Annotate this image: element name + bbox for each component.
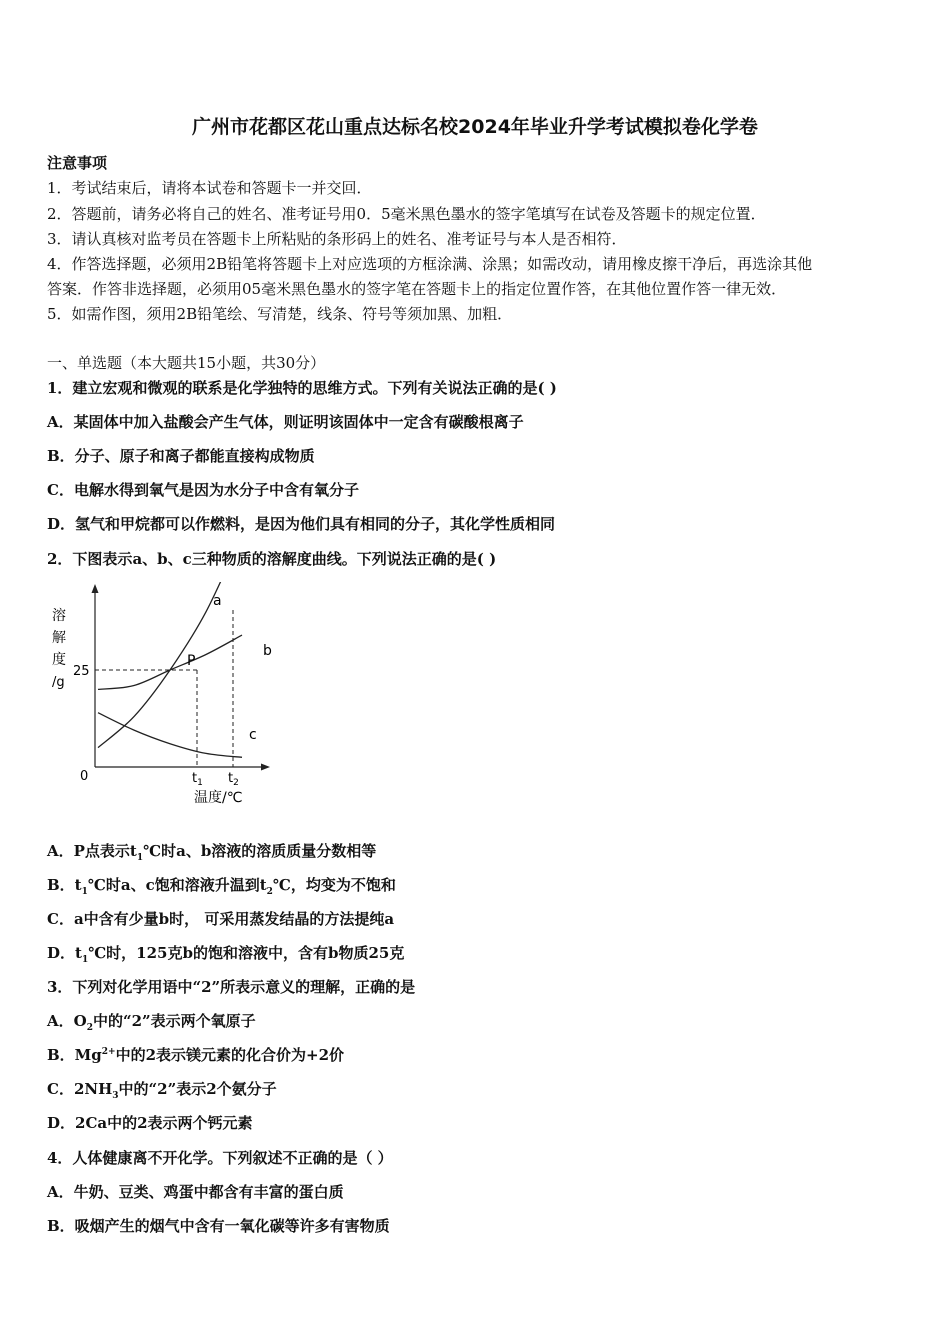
series-b-label: b [263, 643, 272, 659]
y-tick-25: 25 [73, 664, 90, 679]
question-2-stem: 2．下图表示a、b、c三种物质的溶解度曲线。下列说法正确的是( ) [47, 550, 497, 568]
question-1-option-c: C．电解水得到氧气是因为水分子中含有氧分子 [47, 481, 359, 499]
ylabel-char: /g [52, 675, 65, 690]
solubility-chart [40, 582, 290, 812]
ylabel-char: 解 [52, 630, 66, 646]
series-c-line [98, 713, 242, 758]
series-b-line [98, 635, 242, 689]
notice-item: 5．如需作图，须用2B铅笔绘、写清楚，线条、符号等须加黑、加粗． [47, 305, 513, 323]
notice-item: 1．考试结束后，请将本试卷和答题卡一并交回． [47, 179, 372, 197]
x-tick-t1: $t_1$ [192, 771, 203, 788]
y-axis-arrow [92, 584, 99, 593]
exam-title: 广州市花都区花山重点达标名校2024年毕业升学考试模拟卷化学卷 [192, 116, 758, 138]
x-axis-arrow [261, 764, 270, 771]
question-3-option-b: B．$Mg^{2+}$中的2表示镁元素的化合价为+2价 [47, 1046, 345, 1064]
question-1-option-d: D．氢气和甲烷都可以作燃料，是因为他们具有相同的分子，其化学性质相同 [47, 515, 556, 533]
question-1-stem: 1．建立宏观和微观的联系是化学独特的思维方式。下列有关说法正确的是( ) [47, 379, 557, 397]
origin-label: 0 [80, 769, 89, 784]
section-heading: 一、单选题（本大题共15小题，共30分） [47, 354, 326, 372]
x-tick-t2: $t_2$ [228, 771, 239, 788]
question-4-option-a: A．牛奶、豆类、鸡蛋中都含有丰富的蛋白质 [47, 1183, 344, 1201]
notice-item: 答案．作答非选择题，必须用05毫米黑色墨水的签字笔在答题卡上的指定位置作答，在其他位置作答一律无效． [47, 280, 787, 298]
question-1-option-a: A．某固体中加入盐酸会产生气体，则证明该固体中一定含有碳酸根离子 [47, 413, 524, 431]
point-p-label: P [187, 653, 196, 669]
xlabel: 温度/℃ [194, 790, 243, 806]
question-2-option-a: A．P点表示$t_1℃$时a、b溶液的溶质质量分数相等 [47, 842, 377, 863]
question-2-option-b: B．$t_1℃$时a、c饱和溶液升温到$t_2℃$，均变为不饱和 [47, 876, 396, 897]
question-3-stem: 3．下列对化学用语中“2”所表示意义的理解，正确的是 [47, 978, 416, 996]
question-4-stem: 4．人体健康离不开化学。下列叙述不正确的是（ ） [47, 1149, 393, 1167]
question-4-option-b: B．吸烟产生的烟气中含有一氧化碳等许多有害物质 [47, 1217, 390, 1235]
notice-heading: 注意事项 [47, 154, 108, 172]
question-3-option-a: A．$O_2$中的“2”表示两个氧原子 [47, 1012, 256, 1033]
notice-item: 3．请认真核对监考员在答题卡上所粘贴的条形码上的姓名、准考证号与本人是否相符． [47, 230, 627, 248]
question-1-option-b: B．分子、原子和离子都能直接构成物质 [47, 447, 315, 465]
notice-item: 2．答题前，请务必将自己的姓名、准考证号用0．5毫米黑色墨水的签字笔填写在试卷及答题卡的规定位置． [47, 205, 766, 223]
question-2-option-c: C．a中含有少量b时， 可采用蒸发结晶的方法提纯a [47, 910, 395, 928]
question-3-option-c: C．$2NH_3$中的“2”表示2个氨分子 [47, 1080, 277, 1101]
series-a-label: a [213, 593, 222, 609]
ylabel-char: 溶 [52, 608, 66, 624]
question-2-option-d: D．$t_1℃$时，125克b的饱和溶液中，含有b物质25克 [47, 944, 405, 965]
question-3-option-d: D．2Ca中的2表示两个钙元素 [47, 1114, 253, 1132]
ylabel-char: 度 [52, 652, 66, 668]
series-c-label: c [249, 727, 257, 743]
notice-item: 4．作答选择题，必须用2B铅笔将答题卡上对应选项的方框涂满、涂黑；如需改动，请用橡皮擦干净后，再选涂其他 [47, 255, 813, 273]
